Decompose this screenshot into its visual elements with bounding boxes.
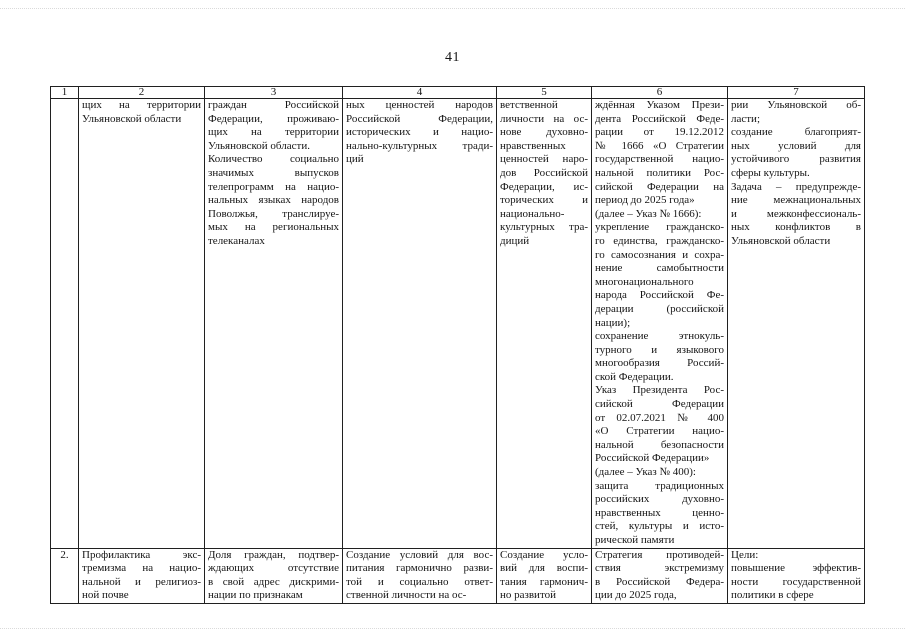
cell-text-line: ций [346, 153, 364, 166]
cell-text-line: в свой адрес дискрими- [208, 575, 339, 588]
cell-text-line: сийской Федерации на [595, 180, 724, 193]
cell-text-line: Федерации, проживаю- [208, 112, 339, 125]
cell-text-line: (далее – Указ № 400): [595, 466, 696, 479]
cell-text-line: ценностей наро- [500, 153, 588, 166]
cell-text-line: нравственных ценно- [595, 506, 724, 519]
cell-text-line: ние межнациональных [731, 194, 861, 207]
cell-text-line: Российской Федерации» [595, 452, 710, 465]
cell-text-line: ции до 2025 года, [595, 589, 677, 602]
cell-text-line: той и социально ответ- [346, 575, 493, 588]
cell-text-line: государственной нацио- [595, 153, 724, 166]
cell-text-line: нации); [595, 316, 631, 329]
cell-text-line: значимых выпусков [208, 166, 339, 179]
page-number: 41 [445, 50, 460, 65]
cell-text-line: многообразия Россий- [595, 357, 724, 370]
cell-text-line: ных условий для [731, 139, 861, 152]
cell-text-line: Ульяновской области. [208, 139, 310, 152]
header-cell: 2 [79, 87, 205, 99]
cell-text-line: ждённая Указом Прези- [595, 99, 724, 111]
header-cell: 4 [343, 87, 497, 99]
cell-text-line: нальной и религиоз- [82, 575, 201, 588]
cell-text-line: личности на ос- [500, 112, 588, 125]
cell-text-line: сохранение этнокуль- [595, 330, 724, 343]
cell-text-line: ности государственной [731, 575, 861, 588]
cell-text-line: го самосознания и сохра- [595, 248, 724, 261]
cell-text-line: щих на территории [208, 126, 339, 139]
cell-text-line: нове духовно- [500, 126, 588, 139]
cell-text-line: щих на территории [82, 99, 201, 111]
cell-text-line: Российской Федерации, [346, 112, 493, 125]
cell-text-line: турного и языкового [595, 343, 724, 356]
cell-text-line: № 1666 «О Стратегии [595, 139, 724, 152]
header-cell: 1 [51, 87, 79, 99]
cell-text-line: ждающих отсутствие [208, 562, 339, 575]
header-row [51, 87, 865, 99]
cell-text-line: народа Российской Фе- [595, 289, 724, 302]
header-cell: 7 [728, 87, 865, 99]
cell-text-line: Доля граждан, подтвер- [208, 548, 339, 561]
cell-text-line: Задача – предупрежде- [731, 180, 861, 193]
cell-text-line: ветственной [500, 99, 558, 111]
cell-text-line: граждан Российской [208, 99, 339, 111]
cell-goal [79, 99, 205, 549]
cell-indicator [205, 99, 343, 549]
cell-text-line: и межконфессиональ- [731, 207, 861, 220]
cell-text-line: нально-культурных тради- [346, 139, 493, 152]
cell-text-line: Федерации, ис- [500, 180, 588, 193]
cell-text-line: политики в сфере [731, 589, 814, 602]
cell-strategy-link [592, 99, 728, 549]
cell-text-line: дента Российской Феде- [595, 112, 724, 125]
cell-text-line: Цели: [731, 548, 759, 561]
cell-text-line: го единства, гражданско- [595, 234, 724, 247]
cell-text-line: Стратегия противодей- [595, 548, 724, 561]
cell-text-line: Указ Президента Рос- [595, 384, 724, 397]
cell-text-line: нальных языках народов [208, 194, 339, 207]
cell-text-line: ской Федерации. [595, 370, 674, 383]
cell-text-line: создание благоприят- [731, 126, 861, 139]
cell-text-line: нальной безопасности [595, 438, 724, 451]
table-row [51, 548, 865, 603]
cell-text-line: ласти; [731, 112, 761, 125]
header-cell: 3 [205, 87, 343, 99]
cell-text-line: исторических и нацио- [346, 126, 493, 139]
cell-text-line: дерации (российской [595, 302, 724, 315]
cell-text-line: от 02.07.2021 № 400 [595, 411, 724, 424]
cell-text-line: тания гармонич- [500, 575, 588, 588]
scan-artifact-top [0, 8, 905, 10]
cell-text-line: торических и [500, 194, 588, 207]
table-row [51, 99, 865, 549]
cell-text-line: в Российской Федера- [595, 575, 724, 588]
cell-text-line: нации по признакам [208, 589, 303, 602]
cell-text-line: ных конфликтов в [731, 221, 861, 234]
cell-text-line: защита традиционных [595, 479, 724, 492]
cell-text-line: российских духовно- [595, 493, 724, 506]
scan-artifact-bottom [0, 628, 905, 630]
cell-text-line: многонационального [595, 275, 694, 288]
cell-text-line: Количество социально [208, 153, 339, 166]
cell-text-line: ной почве [82, 589, 129, 602]
cell-text-line: повышение эффектив- [731, 562, 861, 575]
cell-text-line: национально- [500, 207, 565, 220]
cell-text-line: (далее – Указ № 1666): [595, 207, 702, 220]
cell-text-line: рации от 19.12.2012 [595, 126, 724, 139]
header-cell: 5 [497, 87, 592, 99]
cell-text-line: дов Российской [500, 166, 588, 179]
cell-goals-tasks [728, 548, 865, 603]
cell-text-line: рии Ульяновской об- [731, 99, 861, 111]
cell-text-line: укрепление гражданско- [595, 221, 724, 234]
header-cell: 6 [592, 87, 728, 99]
cell-text-line: нальной политики Рос- [595, 166, 724, 179]
cell-text-line: ственной личности на ос- [346, 589, 467, 602]
cell-text-line: мых на региональных [208, 221, 339, 234]
cell-text-line: но развитой [500, 589, 556, 602]
cell-text-line: нение самобытности [595, 262, 724, 275]
cell-text-line: телеканалах [208, 234, 265, 247]
cell-text-line: ствия экстремизму [595, 562, 724, 575]
cell-goals-tasks [728, 99, 865, 549]
cell-text-line: Поволжья, транслируе- [208, 207, 339, 220]
strategy-table [50, 86, 865, 604]
cell-text-line: стей, культуры и исто- [595, 520, 724, 533]
row-number-cell [51, 99, 79, 549]
cell-text-line: Создание условий для вос- [346, 548, 493, 561]
cell-indicator [205, 548, 343, 603]
cell-text-line: Ульяновской области [731, 234, 831, 247]
cell-text-line: сийской Федерации [595, 398, 724, 411]
cell-text-line: питания гармонично разви- [346, 562, 493, 575]
cell-task [343, 99, 497, 549]
row-number-cell: 2. [51, 548, 79, 603]
cell-text-line: телепрограмм на нацио- [208, 180, 339, 193]
cell-text-line: нравственных [500, 139, 566, 152]
cell-text-line: тремизма на нацио- [82, 562, 201, 575]
cell-text-line: рической памяти [595, 534, 675, 546]
cell-result [497, 548, 592, 603]
cell-strategy-link [592, 548, 728, 603]
cell-text-line: диций [500, 234, 530, 247]
cell-text-line: культурных тра- [500, 221, 588, 234]
cell-result [497, 99, 592, 549]
cell-text-line: Профилактика экс- [82, 548, 201, 561]
cell-text-line: Ульяновской области [82, 112, 182, 125]
cell-text-line: период до 2025 года» [595, 194, 695, 207]
cell-text-line: Создание усло- [500, 548, 588, 561]
cell-text-line: ных ценностей народов [346, 99, 493, 111]
cell-goal [79, 548, 205, 603]
cell-task [343, 548, 497, 603]
cell-text-line: устойчивого развития [731, 153, 861, 166]
cell-text-line: вий для воспи- [500, 562, 588, 575]
cell-text-line: сферы культуры. [731, 166, 810, 179]
cell-text-line: «О Стратегии нацио- [595, 425, 724, 438]
